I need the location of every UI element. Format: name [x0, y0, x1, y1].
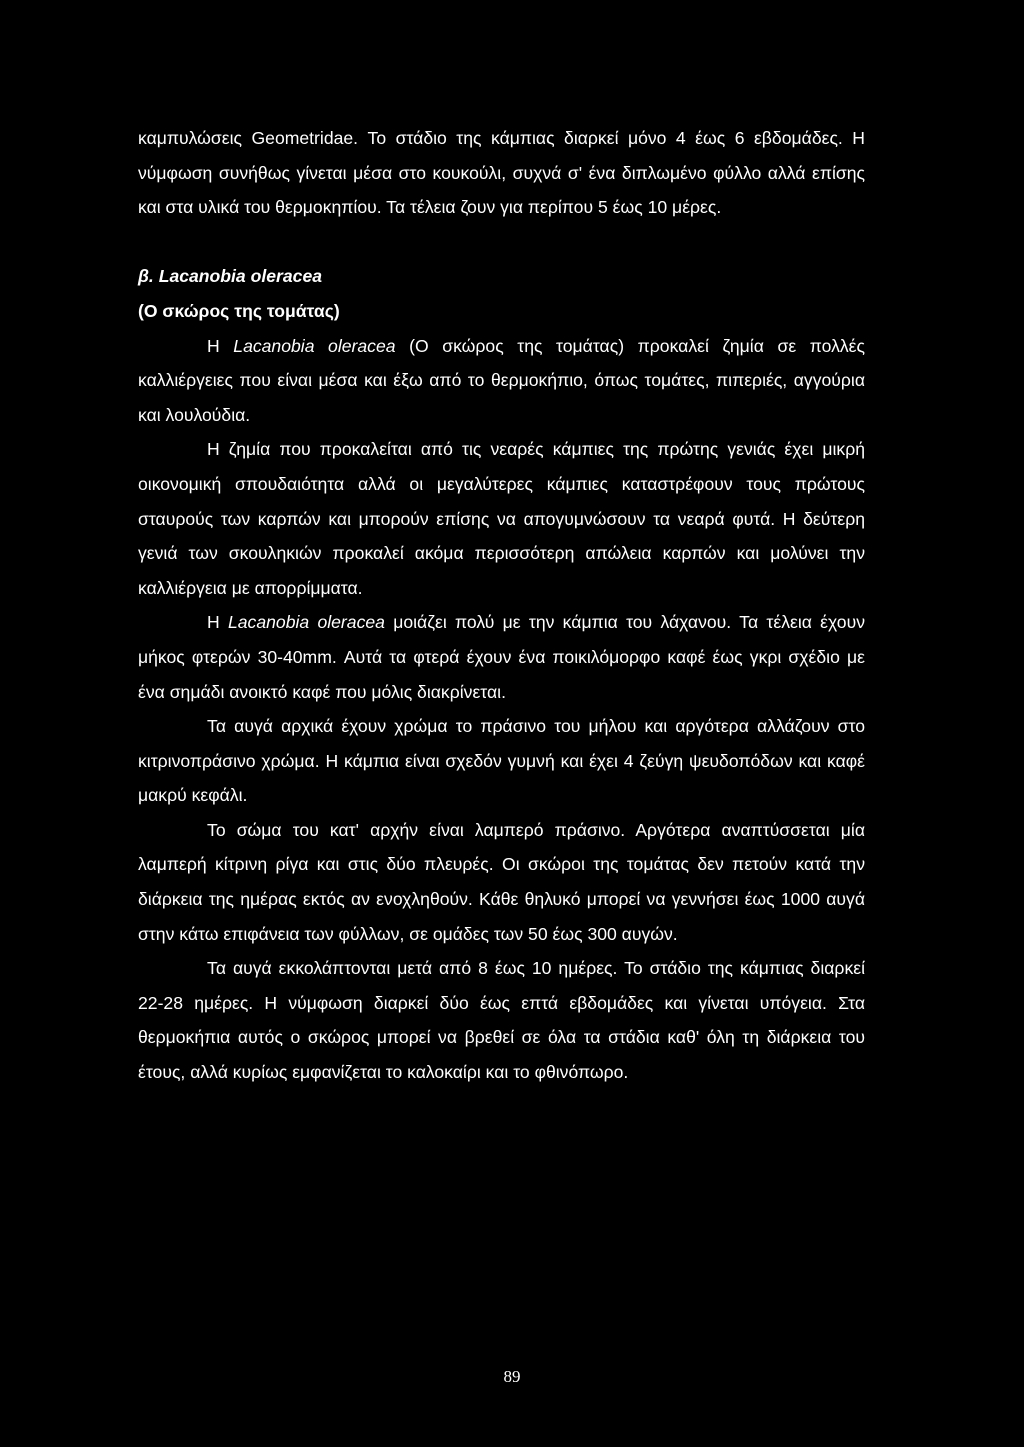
- paragraph-adult-description: [138, 605, 865, 709]
- section-marker: β.: [138, 266, 154, 287]
- p1-text: (Ο σκώρος της τομάτας) προκαλεί ζημία σε πολλές καλλιέργειες που είναι μέσα και έξω από το θερμοκήπιο, όπως τομάτες, πιπεριές, αγγούρια και λουλούδια.: [138, 335, 865, 425]
- paragraph-body-behaviour: Το σώμα του κατ' αρχήν είναι λαμπερό πράσινο. Αργότερα αναπτύσσεται μία λαμπερή κίτρινη ρίγα και στις δύο πλευρές. Οι σκώροι της τομάτας δεν πετούν κατά την διάρκεια της ημέρας εκτός αν ενοχληθούν. Κάθε θηλυκό μπορεί να γεννήσει έως 1000 αυγά στην κάτω επιφάνεια των φύλλων, σε ομάδες των 50 έως 300 αυγών.: [138, 819, 865, 944]
- intro-paragraph: καμπυλώσεις Geometridae. Το στάδιο της κάμπιας διαρκεί μόνο 4 έως 6 εβδομάδες. Η νύμφωση συνήθως γίνεται μέσα στο κουκούλι, συχνά σ' ένα διπλωμένο φύλλο αλλά επίσης και στα υλικά του θερμοκηπίου. Τα τέλεια ζουν για περίπου 5 έως 10 μέρες.: [138, 128, 865, 218]
- paragraph-damage-overview: [138, 329, 865, 433]
- section-common-name: (Ο σκώρος της τομάτας): [138, 300, 340, 321]
- paragraph-eggs-larvae: Τα αυγά αρχικά έχουν χρώμα το πράσινο του μήλου και αργότερα αλλάζουν στο κιτρινοπράσινο χρώμα. Η κάμπια είναι σχεδόν γυμνή και έχει 4 ζεύγη ψευδοπόδων και καφέ μακρύ κεφάλι.: [138, 716, 865, 806]
- paragraph-life-cycle: Τα αυγά εκκολάπτονται μετά από 8 έως 10 ημέρες. Το στάδιο της κάμπιας διαρκεί 22-28 ημέρες. Η νύμφωση διαρκεί δύο έως επτά εβδομάδες και γίνεται υπόγεια. Στα θερμοκήπια αυτός ο σκώρος μπορεί να βρεθεί σε όλα τα στάδια καθ' όλη τη διάρκεια του έτους, αλλά κυρίως εμφανίζεται το καλοκαίρι και το φθινόπωρο.: [138, 958, 865, 1083]
- section-heading: [138, 259, 865, 294]
- p3-text: μοιάζει πολύ με την κάμπια του λάχανου. Τα τέλεια έχουν μήκος φτερών 30-40mm. Αυτά τα φτερά έχουν ένα ποικιλόμορφο καφέ έως γκρι σχέδιο με ένα σημάδι ανοικτό καφέ που μόλις διακρίνεται.: [138, 612, 865, 702]
- p3-prefix: Η: [207, 612, 228, 633]
- p3-species-name: Lacanobia oleracea: [227, 612, 385, 633]
- p1-prefix: Η: [207, 335, 234, 356]
- page-number: 89: [503, 1367, 521, 1386]
- body-text: [138, 121, 865, 1090]
- section-species-title: Lacanobia oleracea: [158, 266, 323, 287]
- paragraph-spacer: [138, 225, 865, 260]
- paragraph-damage-details: Η ζημία που προκαλείται από τις νεαρές κάμπιες της πρώτης γενιάς έχει μικρή οικονομική σπουδαιότητα αλλά οι μεγαλύτερες κάμπιες καταστρέφουν τους πρώτους σταυρούς των καρπών και μπορούν επίσης να απογυμνώσουν τα νεαρά φυτά. Η δεύτερη γενιά των σκουληκιών προκαλεί ακόμα περισσότερη απώλεια καρπών και μολύνει την καλλιέργεια με απορρίμματα.: [138, 439, 865, 598]
- p1-species-name: Lacanobia oleracea: [233, 335, 396, 356]
